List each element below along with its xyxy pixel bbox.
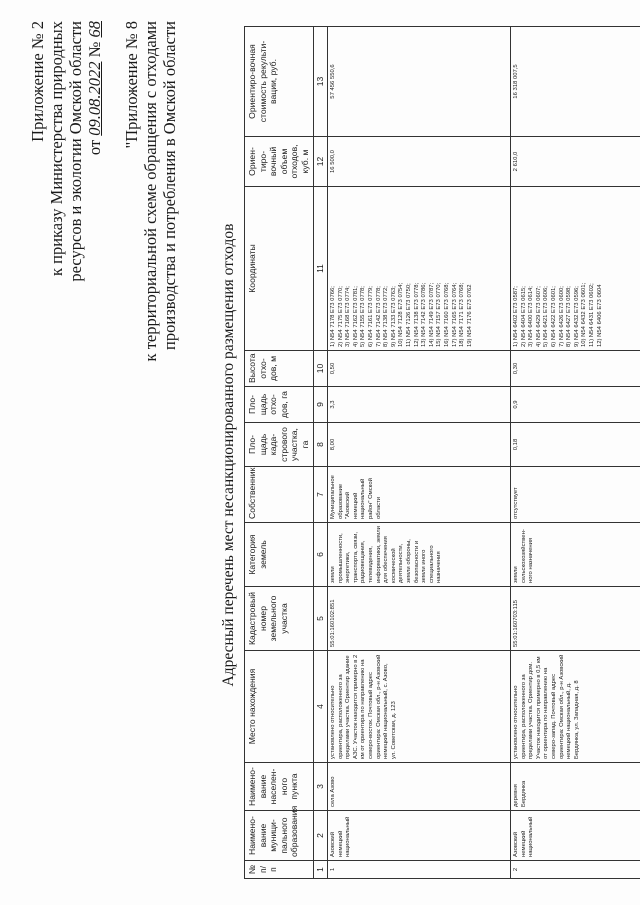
- col-header: Координаты: [245, 187, 314, 351]
- coordinate-line: 8) N54 7138 E73 0772;: [383, 286, 390, 347]
- coordinate-line: 8) N54 6427 E73 0598;: [566, 286, 573, 347]
- coordinate-line: 3) N54 6400 E73 0614;: [528, 286, 535, 347]
- column-number: 1: [314, 861, 328, 879]
- column-number: 5: [314, 587, 328, 651]
- coordinate-line: 13) N54 7142 E73 0786;: [421, 282, 428, 347]
- coordinate-line: 9) N54 6432 E73 0596;: [573, 286, 580, 347]
- col-header: Высота отхо-дов, м: [245, 351, 314, 387]
- cost-cell: 16 318 007,5: [511, 27, 640, 137]
- volume-cell: 16 500,0: [328, 137, 511, 187]
- date-prefix: от: [85, 139, 104, 156]
- volume-cell: 2 610,0: [511, 137, 640, 187]
- coordinate-line: 10) N54 7128 E73 0754;: [398, 282, 405, 347]
- owner-cell: отсутствует: [511, 467, 640, 523]
- col-header: Ориентиро-вочная стоимость рекульти-вации, руб.: [245, 27, 314, 137]
- document-title: Адресный перечень мест несанкционированного размещения отходов: [220, 223, 237, 687]
- coordinate-line: 18) N54 7171 E73 0768;: [459, 282, 466, 347]
- plot-area-cell: 0,18: [511, 423, 640, 467]
- column-number: 2: [314, 811, 328, 861]
- coordinate-line: 10) N54 6432 E73 0601;: [581, 282, 588, 347]
- cadastral-number-cell: 55:01:160703:115: [511, 587, 640, 651]
- column-number: 4: [314, 651, 328, 763]
- coordinate-line: 5) N54 6421 E73 0606;: [543, 286, 550, 347]
- order-line-2: ресурсов и экологии Омской области: [66, 21, 85, 282]
- col-header: Пло-щадь отхо-дов, га: [245, 387, 314, 423]
- col-header: № п/п: [245, 861, 314, 879]
- coordinate-line: 6) N54 6422 E73 0601;: [550, 286, 557, 347]
- number-prefix: №: [85, 41, 104, 58]
- plot-area-cell: 8,00: [328, 423, 511, 467]
- coordinate-line: 11) N54 7126 E73 0750;: [405, 283, 412, 347]
- order-date-line: [85, 21, 104, 282]
- column-number: 13: [314, 27, 328, 137]
- table-header-row: [245, 27, 314, 879]
- row-number: 2: [511, 861, 640, 879]
- coordinate-line: 7) N54 6426 E73 0600;: [558, 286, 565, 347]
- column-number: 7: [314, 467, 328, 523]
- coordinate-line: 6) N54 7161 E73 0779;: [367, 286, 374, 347]
- waste-area-cell: 3,3: [328, 387, 511, 423]
- coordinate-line: 12) N54 6406 E73 0604: [596, 284, 603, 347]
- table-row: [328, 27, 511, 879]
- municipality-cell: Азовский немецкий национальный: [328, 811, 511, 861]
- coordinates-cell: [511, 187, 640, 351]
- rotated-sheet: [10, 15, 630, 895]
- waste-area-cell: 0,9: [511, 387, 640, 423]
- coordinate-line: 2) N54 7175 E73 0770;: [337, 286, 344, 347]
- coordinate-line: 12) N54 7138 E73 0778;: [413, 282, 420, 347]
- municipality-cell: Азовский немецкий национальный: [511, 811, 640, 861]
- settlement-cell: деревня Бердянка: [511, 763, 640, 811]
- coordinate-line: 11) N54 6431 E73 0602;: [588, 283, 595, 347]
- location-cell: установлено относительно ориентира, расположенного за пределами участка. Ориентир дом. Участок находится примерно в 0,5 км от ориентира по направлению на северо-запад. Почтовый адрес ориентира: Омская обл., р-н Азовский немецкий национальный, д. Бердянка, ул. Западная, д. 8: [511, 651, 640, 763]
- table-row: [511, 27, 640, 879]
- col-header: Категория земель: [245, 523, 314, 587]
- coordinate-line: 14) N54 7149 E73 0787;: [428, 282, 435, 347]
- order-number: 68: [85, 21, 104, 38]
- scheme-reference: [122, 21, 179, 361]
- scheme-line-1: к территориальной схеме обращения с отходами: [141, 21, 160, 362]
- coordinate-line: 1) N54 7178 E73 0766;: [330, 286, 336, 347]
- column-number: 8: [314, 423, 328, 467]
- column-number: 12: [314, 137, 328, 187]
- column-number: 10: [314, 351, 328, 387]
- col-header: Собственник: [245, 467, 314, 523]
- coordinate-line: 7) N54 7142 E73 0778;: [375, 286, 382, 347]
- coordinates-cell: [328, 187, 511, 351]
- column-number-row: [314, 27, 328, 879]
- column-number: 6: [314, 523, 328, 587]
- col-header: Кадастровый номер земельного участка: [245, 587, 314, 651]
- col-header: Пло-щадь када-стрового участка, га: [245, 423, 314, 467]
- row-number: 1: [328, 861, 511, 879]
- order-reference: [28, 21, 104, 282]
- coordinate-line: 15) N54 7157 E73 0770;: [436, 282, 443, 347]
- appendix-8: "Приложение № 8: [122, 21, 141, 149]
- coordinate-line: 9) N54 7133 E73 0763;: [390, 286, 397, 347]
- waste-height-cell: 0,30: [511, 351, 640, 387]
- cadastral-number-cell: 55:01:160102:851: [328, 587, 511, 651]
- cost-cell: 57 456 550,6: [328, 27, 511, 137]
- column-number: 11: [314, 187, 328, 351]
- waste-sites-table: [244, 26, 640, 879]
- location-cell: установлено относительно ориентира, расположенного за пределами участка. Ориентир здание АЗС. Участок находится примерно в 2 км от ориентира по направлению на северо-восток. Почтовый адрес ориентира: Омская обл., р-н Азовский немецкий национальный, с. Азово, ул. Советская, д. 123: [328, 651, 511, 763]
- owner-cell: Муниципальное образование "Азовский немецкий национальный район" Омской области: [328, 467, 511, 523]
- waste-height-cell: 0,50: [328, 351, 511, 387]
- land-category-cell: земли сельскохозяйствен-ного назначения: [511, 523, 640, 587]
- coordinate-line: 3) N54 7168 E73 0774;: [345, 286, 352, 347]
- scheme-line-2: производства и потребления в Омской области: [160, 21, 179, 350]
- order-date: 09.08.2022: [85, 61, 104, 136]
- column-number: 3: [314, 763, 328, 811]
- coordinate-line: 16) N54 7160 E73 0768;: [443, 282, 450, 347]
- coordinate-line: 19) N54 7176 E73 0762: [466, 284, 473, 347]
- column-number: 9: [314, 387, 328, 423]
- order-line-1: к приказу Министерства природных: [47, 21, 66, 277]
- coordinate-line: 4) N54 6429 E73 0607;: [535, 286, 542, 347]
- appendix-number: Приложение № 2: [28, 21, 47, 142]
- settlement-cell: села Азово: [328, 763, 511, 811]
- coordinate-line: 4) N54 7162 E73 0781;: [352, 286, 359, 347]
- coordinate-line: 2) N54 6404 E73 0615;: [520, 286, 527, 347]
- col-header: Наимено-вание муници-пального образования: [245, 811, 314, 861]
- land-category-cell: земли промышленности, энергетики, транспорта, связи, радиовещания, телевидения, информатики, земли для обеспечения космической деятельности, земли обороны, безопасности и земли иного специального назначения: [328, 523, 511, 587]
- coordinate-line: 5) N54 7155 E73 0778;: [360, 286, 367, 347]
- col-header: Место нахождения: [245, 651, 314, 763]
- col-header: Ориен-тиро-вочный объем отходов, куб. м: [245, 137, 314, 187]
- coordinate-line: 1) N54 6402 E73 0587;: [513, 286, 519, 347]
- coordinate-line: 17) N54 7165 E73 0764;: [451, 282, 458, 347]
- col-header: Наимено-вание населен-ного пункта: [245, 763, 314, 811]
